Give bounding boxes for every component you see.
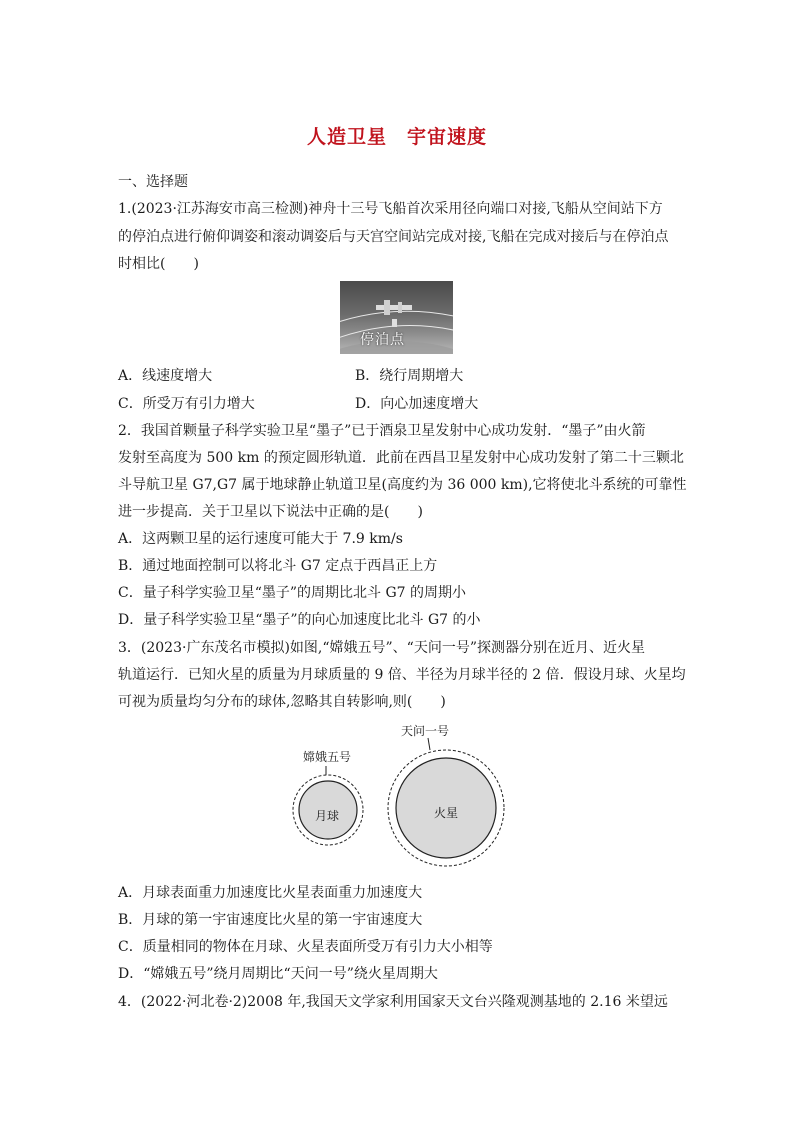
q2-option-b: B．通过地面控制可以将北斗 G7 定点于西昌正上方: [118, 558, 438, 574]
q3-line-1: 3．(2023·广东茂名市模拟)如图,“嫦娥五号”、“天问一号”探测器分别在近月、近火星: [118, 640, 645, 656]
q2-option-a: A．这两颗卫星的运行速度可能大于 7.9 km/s: [118, 531, 403, 547]
orbit-diagram: [280, 718, 520, 878]
q1-option-d: D．向心加速度增大: [355, 396, 479, 412]
parking-point-label: 停泊点: [360, 332, 405, 348]
q3-option-a: A．月球表面重力加速度比火星表面重力加速度大: [118, 885, 423, 901]
page-title: 人造卫星 宇宙速度: [306, 126, 487, 148]
q1-line-2: 的停泊点进行俯仰调姿和滚动调姿后与天宫空间站完成对接,飞船在完成对接后与在停泊点: [118, 229, 669, 245]
q3-line-3: 可视为质量均匀分布的球体,忽略其自转影响,则( ): [118, 694, 446, 710]
q2-option-d: D．量子科学实验卫星“墨子”的向心加速度比北斗 G7 的小: [118, 612, 481, 628]
moon-label: 月球: [315, 809, 340, 823]
q1-line-3: 时相比( ): [118, 256, 199, 272]
mars-probe-pointer: [428, 738, 430, 750]
q2-line-3: 斗导航卫星 G7,G7 属于地球静止轨道卫星(高度约为 36 000 km),它将使北斗系统的可靠性: [118, 477, 687, 493]
orbit-figure: [280, 718, 520, 878]
mars-label: 火星: [434, 806, 459, 820]
change5-label: 嫦娥五号: [303, 750, 352, 764]
q4-line-1: 4．(2022·河北卷·2)2008 年,我国天文学家利用国家天文台兴隆观测基地的 2.16 米望远: [118, 994, 668, 1010]
q2-option-c: C．量子科学实验卫星“墨子”的周期比北斗 G7 的周期小: [118, 585, 467, 601]
q3-line-2: 轨道运行．已知火星的质量为月球质量的 9 倍、半径为月球半径的 2 倍．假设月球、火星均: [118, 667, 686, 683]
q2-line-2: 发射至高度为 500 km 的预定圆形轨道．此前在西昌卫星发射中心成功发射了第二十三颗北: [118, 450, 684, 466]
docking-photo: [340, 281, 453, 354]
q1-option-b: B．绕行周期增大: [355, 368, 464, 384]
tianwen1-label: 天问一号: [401, 724, 450, 738]
q1-option-c: C．所受万有引力增大: [118, 396, 255, 412]
q3-option-b: B．月球的第一宇宙速度比火星的第一宇宙速度大: [118, 912, 423, 928]
q2-line-4: 进一步提高．关于卫星以下说法中正确的是( ): [118, 504, 423, 520]
q2-line-1: 2．我国首颗量子科学实验卫星“墨子”已于酒泉卫星发射中心成功发射．“墨子”由火箭: [118, 423, 646, 439]
q1-option-a: A．线速度增大: [118, 368, 213, 384]
section-heading: 一、选择题: [118, 174, 188, 190]
q1-line-1: 1.(2023·江苏海安市高三检测)神舟十三号飞船首次采用径向端口对接,飞船从空间站下方: [118, 201, 663, 217]
q3-option-c: C．质量相同的物体在月球、火星表面所受万有引力大小相等: [118, 939, 493, 955]
q3-option-d: D．“嫦娥五号”绕月周期比“天问一号”绕火星周期大: [118, 966, 438, 982]
